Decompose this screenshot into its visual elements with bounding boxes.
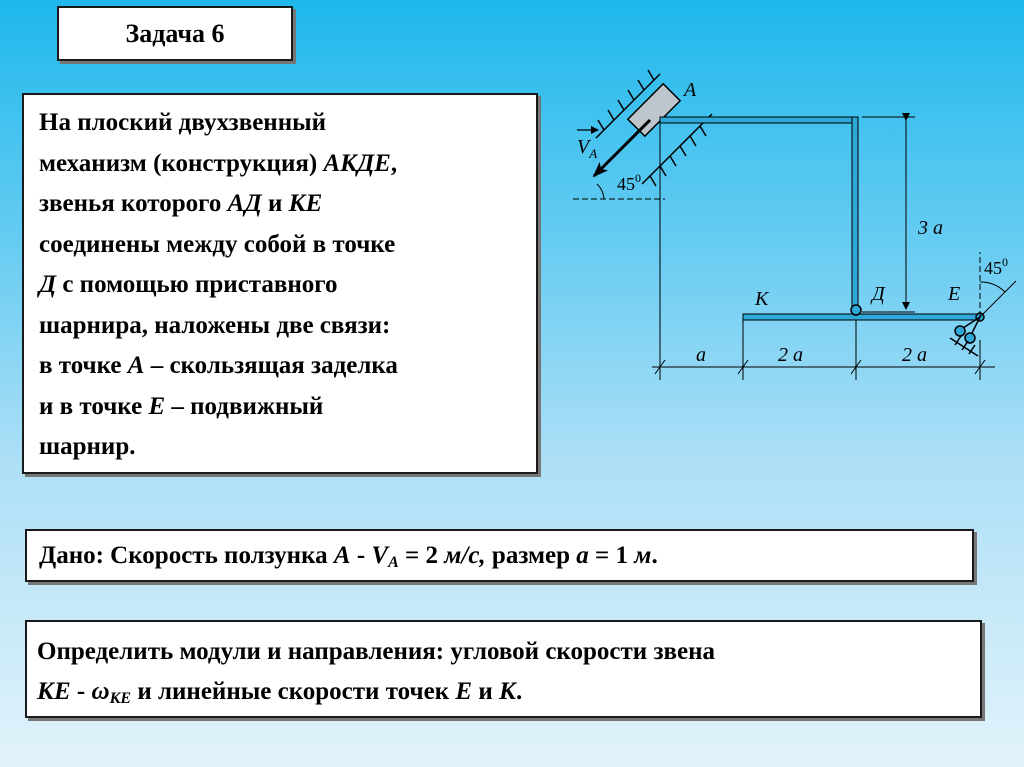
problem-line-5: Д с помощью приставного (39, 271, 338, 298)
problem-line-4: соединены между собой в точке (39, 230, 396, 258)
label-va: $V_A$ (577, 136, 598, 161)
link-ke (743, 314, 981, 320)
angle-arc-right (980, 282, 1005, 292)
slider-block-a (628, 84, 680, 136)
label-k: К (755, 288, 769, 310)
title: Задача 6 (125, 18, 225, 48)
find-line-1: Определить модули и направления: угловой скорости звена (37, 638, 715, 665)
label-3a: 3 а (918, 217, 943, 239)
problem-line-6: шарнира, наложены две связи: (39, 311, 391, 339)
link-ad (660, 117, 858, 309)
dimension-horizontal (652, 123, 995, 380)
problem-line-8: и в точке Е – подвижный (39, 392, 324, 420)
problem-line-2: механизм (конструкция) АКДЕ, (39, 149, 398, 177)
hinge-d (851, 305, 861, 315)
label-d: Д (872, 283, 885, 305)
label-dim-2a-1: 2 а (778, 344, 803, 366)
label-e: Е (948, 283, 961, 305)
label-dim-a: а (696, 344, 706, 366)
dimension-3a (862, 117, 915, 312)
find-box (25, 620, 982, 718)
find-line-2: КЕ - $\omega_{КЕ}$ и линейные скорости точек Е и К. (37, 678, 523, 707)
label-dim-2a-2: 2 а (902, 344, 927, 366)
problem-line-3: звенья которого АД и КЕ (39, 190, 323, 217)
label-angle-right: $45^0$ (984, 255, 1008, 278)
label-a: A (684, 79, 697, 101)
label-angle-left: $45^0$ (617, 171, 641, 194)
problem-line-7: в точке А – скользящая заделка (39, 352, 398, 379)
problem-line-9: шарнир. (39, 433, 136, 460)
problem-line-1: На плоский двухзвенный (39, 109, 327, 136)
given-box (25, 529, 974, 582)
angle-arc-left (597, 184, 604, 199)
given-text: Дано: Скорость ползунка $А - V_A = 2$ м/с, размер a = 1 м. (39, 541, 658, 571)
